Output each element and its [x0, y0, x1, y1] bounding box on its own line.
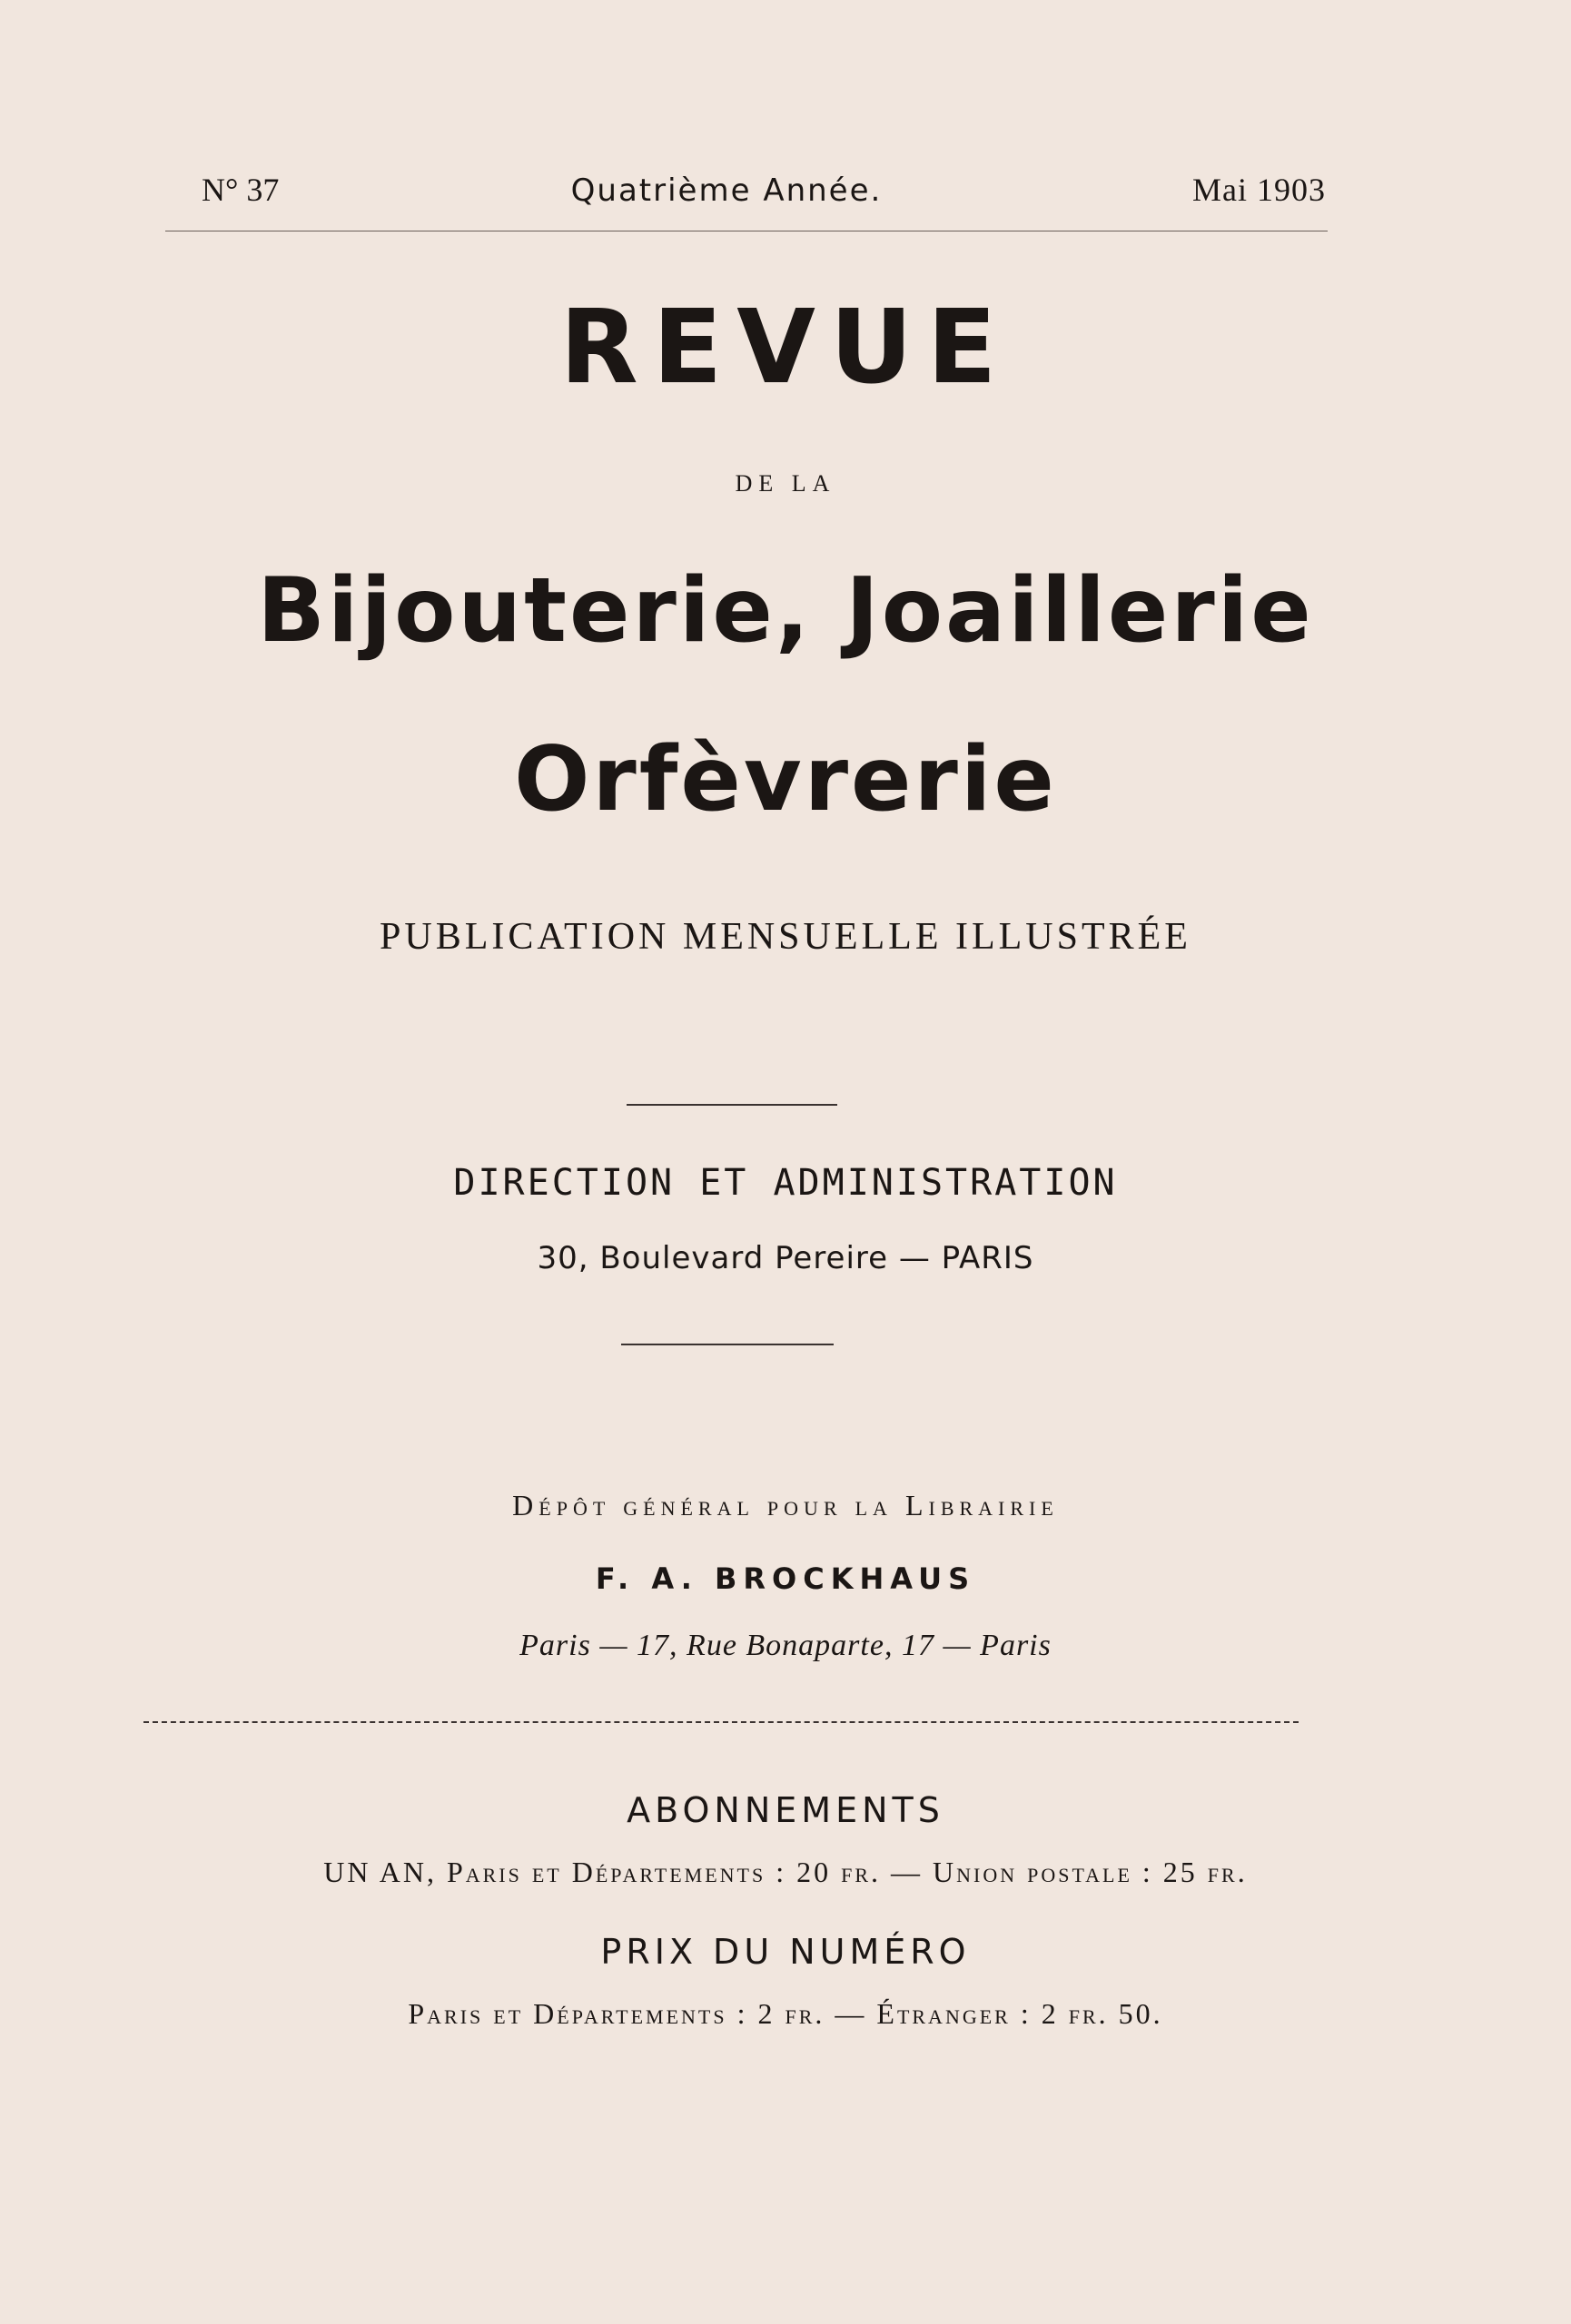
divider-rule-1 [627, 1104, 837, 1106]
issue-date: Mai 1903 [1192, 172, 1326, 208]
depot-heading: Dépôt général pour la Librairie [512, 1489, 1059, 1521]
masthead-line1: Bijouterie, Joaillerie [257, 559, 1314, 663]
masthead-de-la: DE LA [735, 470, 836, 497]
price-line: Paris et Départements : 2 fr. — Étranger : 2 fr. 50. [408, 1997, 1163, 2030]
subscription-line: UN AN, Paris et Départements : 20 fr. — Union postale : 25 fr. [323, 1856, 1248, 1888]
issue-year: Quatrième Année. [570, 172, 883, 209]
masthead-line2: Orfèvrerie [514, 728, 1057, 832]
depot-address: Paris — 17, Rue Bonaparte, 17 — Paris [519, 1629, 1052, 1662]
issue-number: N° 37 [202, 172, 280, 208]
publisher-name: F. A. BROCKHAUS [595, 1561, 976, 1596]
divider-rule-2 [621, 1344, 834, 1345]
price-heading: PRIX DU NUMÉRO [600, 1932, 971, 1972]
masthead-revue: REVUE [559, 289, 1012, 407]
divider-rule-3 [143, 1721, 1299, 1723]
direction-heading: DIRECTION ET ADMINISTRATION [453, 1162, 1118, 1204]
publication-subtitle: PUBLICATION MENSUELLE ILLUSTRÉE [380, 916, 1191, 958]
direction-address: 30, Boulevard Pereire — PARIS [537, 1240, 1034, 1276]
subscriptions-heading: ABONNEMENTS [627, 1790, 944, 1830]
